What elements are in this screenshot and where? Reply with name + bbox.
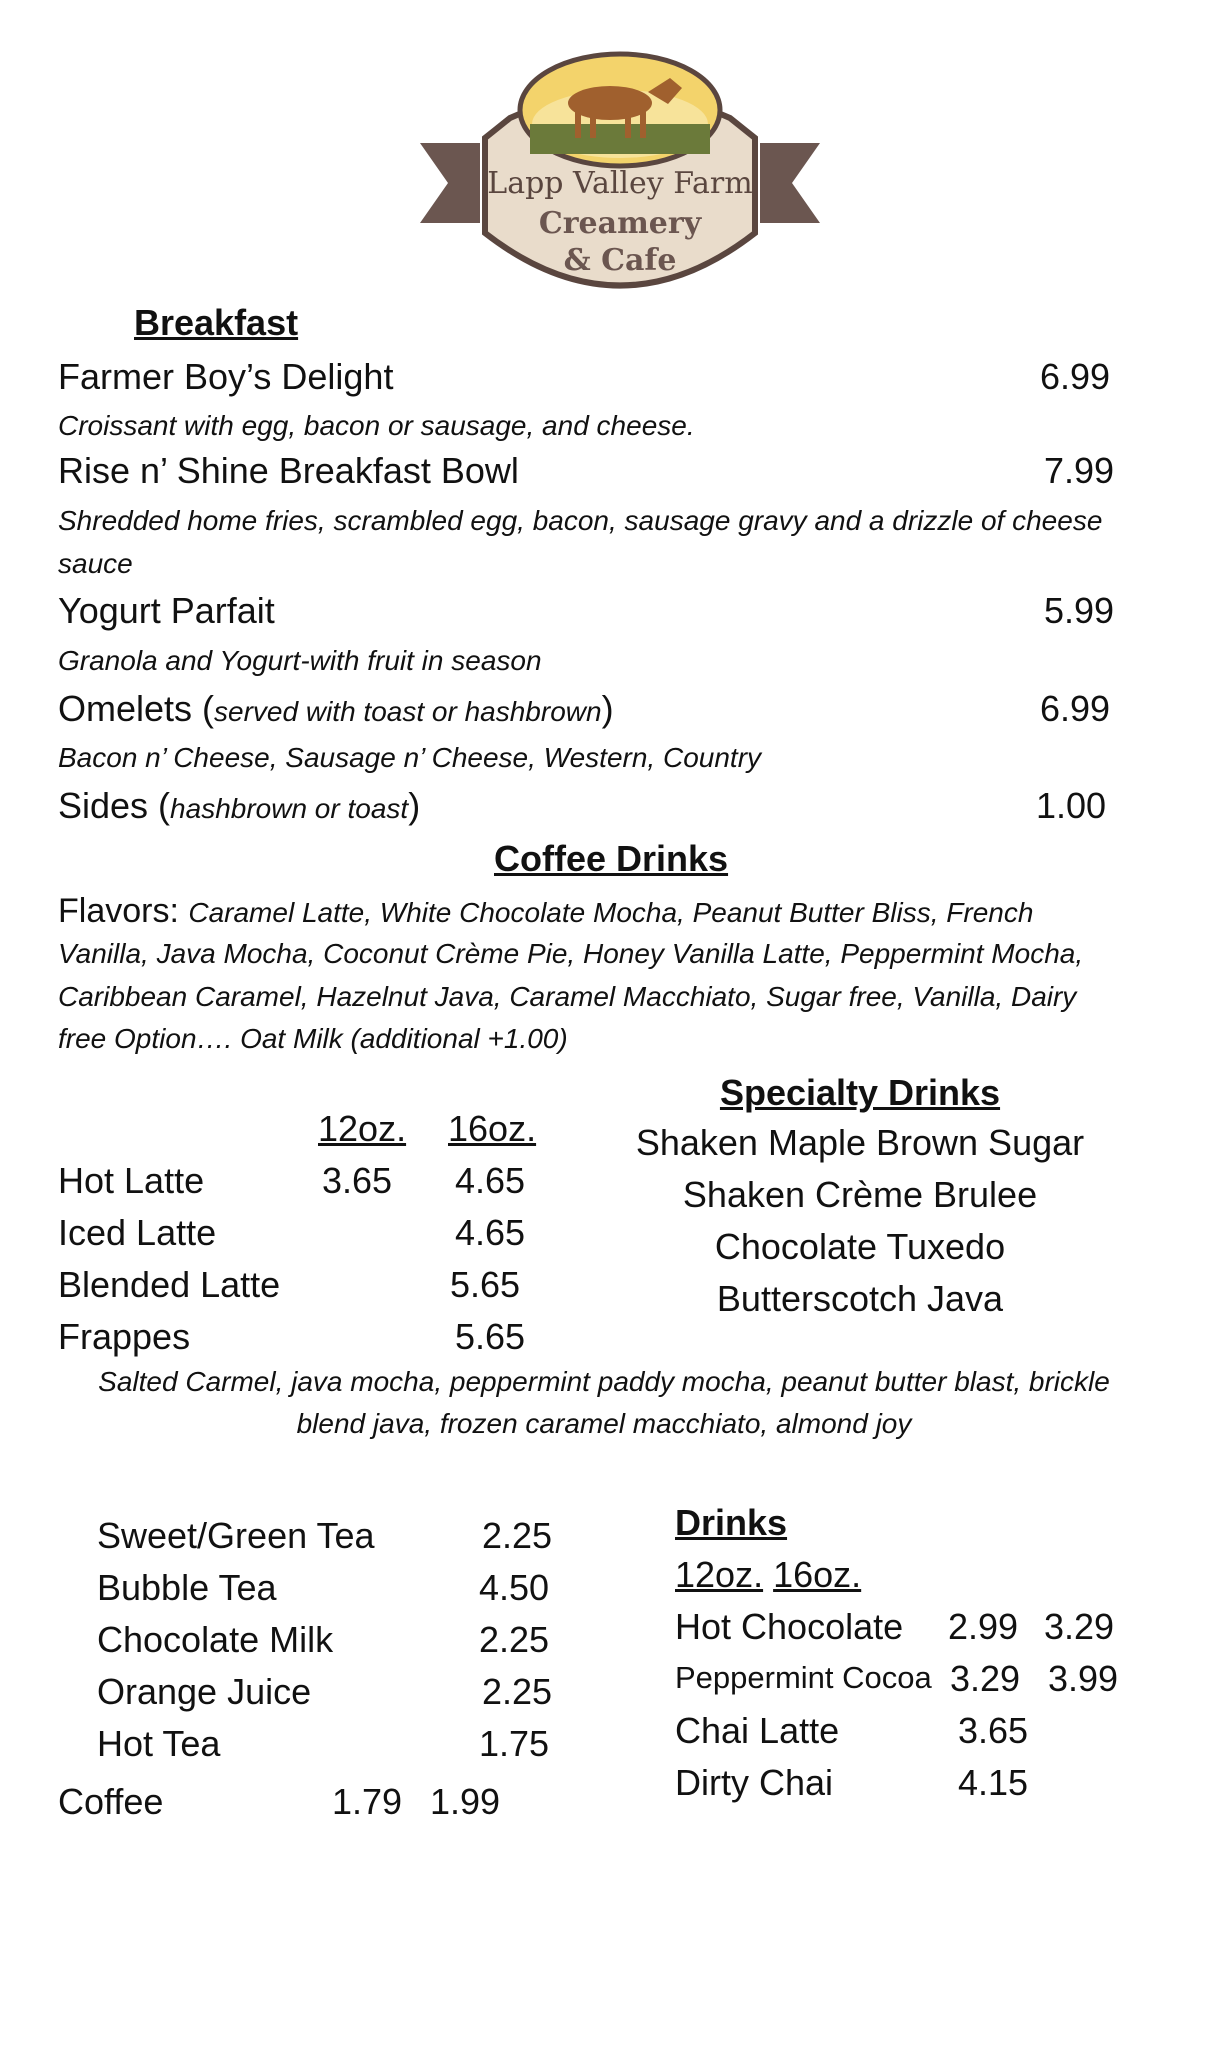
drink-name: Peppermint Cocoa	[675, 1660, 932, 1695]
drink-price: 3.99	[1048, 1658, 1119, 1699]
drink-name: Hot Latte	[58, 1160, 205, 1201]
drink-price: 3.29	[1044, 1606, 1115, 1647]
flavors-line: Flavors: Caramel Latte, White Chocolate Mocha, Peanut Butter Bliss, French	[58, 892, 1034, 930]
drink-name: Dirty Chai	[675, 1762, 834, 1803]
drink-price: 5.65	[455, 1316, 526, 1357]
logo-line2: Creamery	[538, 206, 702, 241]
specialty-item: Shaken Crème Brulee	[682, 1174, 1038, 1215]
frappe-flavors: blend java, frozen caramel macchiato, almond joy	[296, 1408, 912, 1439]
drink-price: 4.65	[455, 1160, 526, 1201]
item-description: Croissant with egg, bacon or sausage, and cheese.	[58, 410, 695, 441]
flavors-line: free Option…. Oat Milk (additional +1.00)	[58, 1023, 568, 1054]
item-name: Sides (hashbrown or toast)	[58, 785, 421, 826]
item-description: Bacon n’ Cheese, Sausage n’ Cheese, Western, Country	[58, 742, 762, 773]
logo-line3: & Cafe	[563, 243, 677, 278]
drink-name: Chai Latte	[675, 1710, 840, 1751]
drink-price: 2.25	[482, 1515, 553, 1556]
drink-price: 4.15	[958, 1762, 1029, 1803]
specialty-item: Chocolate Tuxedo	[714, 1226, 1006, 1267]
drink-name: Coffee	[58, 1781, 164, 1822]
specialty-item: Butterscotch Java	[716, 1278, 1004, 1319]
item-price: 6.99	[1040, 688, 1111, 729]
drink-price: 2.99	[948, 1606, 1019, 1647]
item-price: 1.00	[1036, 785, 1107, 826]
item-description: Granola and Yogurt-with fruit in season	[58, 645, 542, 676]
size-header-row: 12oz. 16oz.	[675, 1554, 862, 1595]
size-header: 12oz.	[318, 1108, 407, 1149]
drink-name: Orange Juice	[97, 1671, 312, 1712]
logo-line1: Lapp Valley Farm	[487, 166, 753, 201]
drink-price: 3.29	[950, 1658, 1021, 1699]
item-description: Shredded home fries, scrambled egg, bacon, sausage gravy and a drizzle of cheese	[58, 505, 1103, 536]
size-header: 16oz.	[448, 1108, 537, 1149]
drink-price: 3.65	[322, 1160, 393, 1201]
item-name: Farmer Boy’s Delight	[58, 356, 394, 397]
drink-price: 2.25	[479, 1619, 550, 1660]
drink-name: Hot Tea	[97, 1723, 221, 1764]
item-name: Yogurt Parfait	[58, 590, 275, 631]
specialty-item: Shaken Maple Brown Sugar	[635, 1122, 1085, 1163]
drink-name: Bubble Tea	[97, 1567, 277, 1608]
drink-price: 3.65	[958, 1710, 1029, 1751]
drink-name: Hot Chocolate	[675, 1606, 904, 1647]
drink-name: Blended Latte	[58, 1264, 281, 1305]
drink-price: 1.99	[430, 1781, 501, 1822]
drink-name: Sweet/Green Tea	[97, 1515, 375, 1556]
coffee-heading: Coffee Drinks	[494, 838, 729, 879]
frappe-flavors: Salted Carmel, java mocha, peppermint paddy mocha, peanut butter blast, brickle	[98, 1366, 1110, 1397]
specialty-heading: Specialty Drinks	[719, 1072, 1001, 1113]
drink-price: 1.75	[479, 1723, 550, 1764]
cafe-logo	[420, 48, 820, 318]
drink-name: Chocolate Milk	[97, 1619, 334, 1660]
flavors-line: Caribbean Caramel, Hazelnut Java, Caramel Macchiato, Sugar free, Vanilla, Dairy	[58, 981, 1077, 1012]
item-description: sauce	[58, 548, 133, 579]
drink-price: 1.79	[332, 1781, 403, 1822]
drink-name: Iced Latte	[58, 1212, 217, 1253]
drink-price: 4.65	[455, 1212, 526, 1253]
item-name: Omelets (served with toast or hashbrown)	[58, 688, 614, 729]
item-price: 7.99	[1044, 450, 1115, 491]
drink-name: Frappes	[58, 1316, 191, 1357]
drinks-heading: Drinks	[675, 1502, 788, 1543]
item-price: 6.99	[1040, 356, 1111, 397]
item-price: 5.99	[1044, 590, 1115, 631]
item-name: Rise n’ Shine Breakfast Bowl	[58, 450, 519, 491]
drink-price: 2.25	[482, 1671, 553, 1712]
drink-price: 4.50	[479, 1567, 550, 1608]
breakfast-heading: Breakfast	[134, 302, 299, 343]
drink-price: 5.65	[450, 1264, 521, 1305]
flavors-line: Vanilla, Java Mocha, Coconut Crème Pie, Honey Vanilla Latte, Peppermint Mocha,	[58, 938, 1084, 969]
